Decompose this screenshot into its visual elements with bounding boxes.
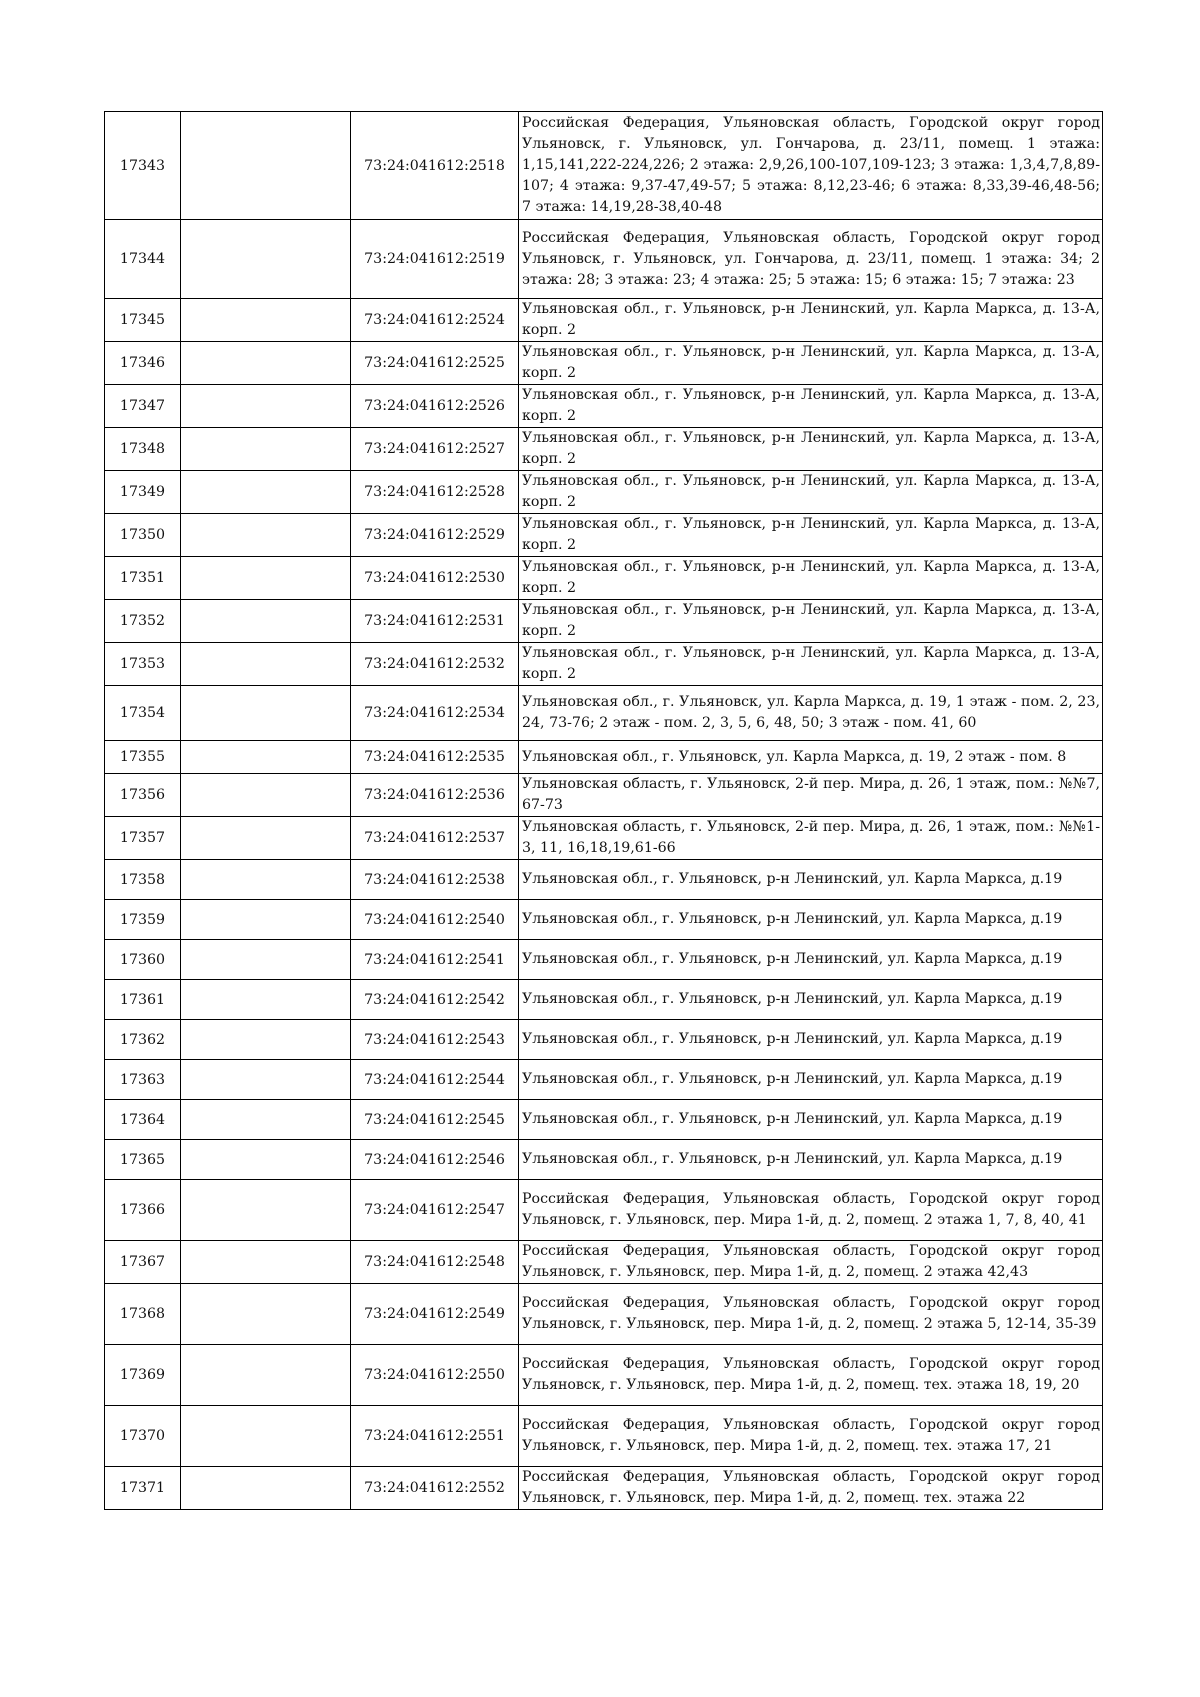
empty-cell [181,1345,351,1406]
address: Ульяновская область, г. Ульяновск, 2-й пер. Мира, д. 26, 1 этаж, пом.: №№1-3, 11, 16,18,19,61-66 [519,817,1103,860]
cadastral-number: 73:24:041612:2525 [351,342,519,385]
empty-cell [181,1020,351,1060]
cadastral-number: 73:24:041612:2548 [351,1241,519,1284]
cadastral-number: 73:24:041612:2549 [351,1284,519,1345]
address: Ульяновская обл., г. Ульяновск, р-н Ленинский, ул. Карла Маркса, д. 13-А, корп. 2 [519,557,1103,600]
table-row [105,1020,1103,1060]
address: Ульяновская обл., г. Ульяновск, р-н Ленинский, ул. Карла Маркса, д. 13-А, корп. 2 [519,643,1103,686]
address: Ульяновская обл., г. Ульяновск, р-н Ленинский, ул. Карла Маркса, д. 13-А, корп. 2 [519,385,1103,428]
cadastral-number: 73:24:041612:2534 [351,686,519,741]
empty-cell [181,774,351,817]
empty-cell [181,1140,351,1180]
table-row [105,1406,1103,1467]
table-row [105,299,1103,342]
empty-cell [181,112,351,220]
table-row [105,557,1103,600]
empty-cell [181,643,351,686]
empty-cell [181,471,351,514]
table-row [105,471,1103,514]
table-row [105,817,1103,860]
table-row [105,686,1103,741]
address: Ульяновская обл., г. Ульяновск, р-н Ленинский, ул. Карла Маркса, д.19 [519,1060,1103,1100]
row-number: 17352 [105,600,181,643]
cadastral-number: 73:24:041612:2546 [351,1140,519,1180]
cadastral-number: 73:24:041612:2538 [351,860,519,900]
row-number: 17360 [105,940,181,980]
table-row [105,514,1103,557]
empty-cell [181,600,351,643]
table-row [105,1100,1103,1140]
empty-cell [181,299,351,342]
cadastral-number: 73:24:041612:2537 [351,817,519,860]
empty-cell [181,1467,351,1510]
row-number: 17361 [105,980,181,1020]
empty-cell [181,1241,351,1284]
empty-cell [181,900,351,940]
document-page [104,111,1102,1510]
address: Ульяновская обл., г. Ульяновск, р-н Ленинский, ул. Карла Маркса, д.19 [519,860,1103,900]
cadastral-number: 73:24:041612:2540 [351,900,519,940]
address: Ульяновская обл., г. Ульяновск, р-н Ленинский, ул. Карла Маркса, д.19 [519,980,1103,1020]
row-number: 17371 [105,1467,181,1510]
empty-cell [181,741,351,774]
cadastral-number: 73:24:041612:2531 [351,600,519,643]
address: Российская Федерация, Ульяновская область, Городской округ город Ульяновск, г. Ульяновск, пер. Мира 1-й, д. 2, помещ. 2 этажа 5, 12-14, 35-39 [519,1284,1103,1345]
row-number: 17369 [105,1345,181,1406]
empty-cell [181,1406,351,1467]
empty-cell [181,980,351,1020]
empty-cell [181,514,351,557]
row-number: 17368 [105,1284,181,1345]
row-number: 17348 [105,428,181,471]
address: Ульяновская обл., г. Ульяновск, р-н Ленинский, ул. Карла Маркса, д. 13-А, корп. 2 [519,514,1103,557]
address: Российская Федерация, Ульяновская область, Городской округ город Ульяновск, г. Ульяновск, ул. Гончарова, д. 23/11, помещ. 1 этажа: 1,15,141,222-224,226; 2 этажа: 2,9,26,100-107,109-123; 3 этажа: 1,3,4,7,8,89-107; 4 этажа: 9,37-47,49-57; 5 этажа: 8,12,23-46; 6 этажа: 8,33,39-46,48-56; 7 этажа: 14,19,28-38,40-48 [519,112,1103,220]
row-number: 17356 [105,774,181,817]
row-number: 17350 [105,514,181,557]
cadastral-number: 73:24:041612:2527 [351,428,519,471]
cadastral-number: 73:24:041612:2552 [351,1467,519,1510]
address: Ульяновская обл., г. Ульяновск, р-н Ленинский, ул. Карла Маркса, д.19 [519,1020,1103,1060]
empty-cell [181,1060,351,1100]
table-row [105,342,1103,385]
cadastral-number: 73:24:041612:2543 [351,1020,519,1060]
table-row [105,220,1103,299]
table-row [105,1140,1103,1180]
address: Ульяновская обл., г. Ульяновск, р-н Ленинский, ул. Карла Маркса, д. 13-А, корп. 2 [519,600,1103,643]
table-body [105,112,1103,1510]
row-number: 17351 [105,557,181,600]
cadastral-number: 73:24:041612:2518 [351,112,519,220]
address: Ульяновская обл., г. Ульяновск, р-н Ленинский, ул. Карла Маркса, д.19 [519,1140,1103,1180]
empty-cell [181,686,351,741]
empty-cell [181,817,351,860]
cadastral-number: 73:24:041612:2545 [351,1100,519,1140]
cadastral-number: 73:24:041612:2532 [351,643,519,686]
address: Российская Федерация, Ульяновская область, Городской округ город Ульяновск, г. Ульяновск, пер. Мира 1-й, д. 2, помещ. тех. этажа 18, 19, 20 [519,1345,1103,1406]
empty-cell [181,940,351,980]
address: Ульяновская обл., г. Ульяновск, р-н Ленинский, ул. Карла Маркса, д. 13-А, корп. 2 [519,299,1103,342]
row-number: 17357 [105,817,181,860]
cadastral-number: 73:24:041612:2547 [351,1180,519,1241]
row-number: 17367 [105,1241,181,1284]
cadastral-number: 73:24:041612:2542 [351,980,519,1020]
cadastral-number: 73:24:041612:2551 [351,1406,519,1467]
address: Российская Федерация, Ульяновская область, Городской округ город Ульяновск, г. Ульяновск, пер. Мира 1-й, д. 2, помещ. тех. этажа 17, 21 [519,1406,1103,1467]
row-number: 17370 [105,1406,181,1467]
cadastral-number: 73:24:041612:2536 [351,774,519,817]
address: Ульяновская обл., г. Ульяновск, р-н Ленинский, ул. Карла Маркса, д. 13-А, корп. 2 [519,471,1103,514]
row-number: 17359 [105,900,181,940]
empty-cell [181,385,351,428]
table-row [105,980,1103,1020]
cadastral-number: 73:24:041612:2519 [351,220,519,299]
empty-cell [181,220,351,299]
address: Ульяновская обл., г. Ульяновск, р-н Ленинский, ул. Карла Маркса, д.19 [519,900,1103,940]
address: Ульяновская обл., г. Ульяновск, р-н Ленинский, ул. Карла Маркса, д. 13-А, корп. 2 [519,342,1103,385]
table-row [105,600,1103,643]
empty-cell [181,1284,351,1345]
table-row [105,741,1103,774]
empty-cell [181,860,351,900]
address: Ульяновская обл., г. Ульяновск, р-н Ленинский, ул. Карла Маркса, д.19 [519,1100,1103,1140]
row-number: 17364 [105,1100,181,1140]
empty-cell [181,1180,351,1241]
row-number: 17362 [105,1020,181,1060]
table-row [105,774,1103,817]
address: Российская Федерация, Ульяновская область, Городской округ город Ульяновск, г. Ульяновск, пер. Мира 1-й, д. 2, помещ. 2 этажа 42,43 [519,1241,1103,1284]
row-number: 17355 [105,741,181,774]
row-number: 17346 [105,342,181,385]
empty-cell [181,557,351,600]
address: Ульяновская обл., г. Ульяновск, ул. Карла Маркса, д. 19, 1 этаж - пом. 2, 23, 24, 73-76; 2 этаж - пом. 2, 3, 5, 6, 48, 50; 3 этаж - пом. 41, 60 [519,686,1103,741]
table-row [105,860,1103,900]
row-number: 17366 [105,1180,181,1241]
table-row [105,112,1103,220]
address: Ульяновская область, г. Ульяновск, 2-й пер. Мира, д. 26, 1 этаж, пом.: №№7, 67-73 [519,774,1103,817]
table-row [105,940,1103,980]
table-row [105,1284,1103,1345]
table-row [105,428,1103,471]
empty-cell [181,342,351,385]
row-number: 17349 [105,471,181,514]
row-number: 17353 [105,643,181,686]
cadastral-number: 73:24:041612:2526 [351,385,519,428]
address: Ульяновская обл., г. Ульяновск, ул. Карла Маркса, д. 19, 2 этаж - пом. 8 [519,741,1103,774]
cadastral-number: 73:24:041612:2530 [351,557,519,600]
table-row [105,1060,1103,1100]
table-row [105,1345,1103,1406]
cadastral-number: 73:24:041612:2535 [351,741,519,774]
row-number: 17343 [105,112,181,220]
row-number: 17365 [105,1140,181,1180]
address: Российская Федерация, Ульяновская область, Городской округ город Ульяновск, г. Ульяновск, ул. Гончарова, д. 23/11, помещ. 1 этажа: 34; 2 этажа: 28; 3 этажа: 23; 4 этажа: 25; 5 этажа: 15; 6 этажа: 15; 7 этажа: 23 [519,220,1103,299]
cadastral-number: 73:24:041612:2524 [351,299,519,342]
cadastral-number: 73:24:041612:2529 [351,514,519,557]
row-number: 17358 [105,860,181,900]
address: Ульяновская обл., г. Ульяновск, р-н Ленинский, ул. Карла Маркса, д. 13-А, корп. 2 [519,428,1103,471]
property-table [104,111,1103,1510]
row-number: 17344 [105,220,181,299]
table-row [105,643,1103,686]
table-row [105,1241,1103,1284]
row-number: 17347 [105,385,181,428]
table-row [105,1467,1103,1510]
cadastral-number: 73:24:041612:2544 [351,1060,519,1100]
address: Российская Федерация, Ульяновская область, Городской округ город Ульяновск, г. Ульяновск, пер. Мира 1-й, д. 2, помещ. тех. этажа 22 [519,1467,1103,1510]
empty-cell [181,428,351,471]
cadastral-number: 73:24:041612:2550 [351,1345,519,1406]
table-row [105,900,1103,940]
row-number: 17363 [105,1060,181,1100]
cadastral-number: 73:24:041612:2541 [351,940,519,980]
table-row [105,1180,1103,1241]
cadastral-number: 73:24:041612:2528 [351,471,519,514]
empty-cell [181,1100,351,1140]
row-number: 17354 [105,686,181,741]
row-number: 17345 [105,299,181,342]
table-row [105,385,1103,428]
address: Российская Федерация, Ульяновская область, Городской округ город Ульяновск, г. Ульяновск, пер. Мира 1-й, д. 2, помещ. 2 этажа 1, 7, 8, 40, 41 [519,1180,1103,1241]
address: Ульяновская обл., г. Ульяновск, р-н Ленинский, ул. Карла Маркса, д.19 [519,940,1103,980]
